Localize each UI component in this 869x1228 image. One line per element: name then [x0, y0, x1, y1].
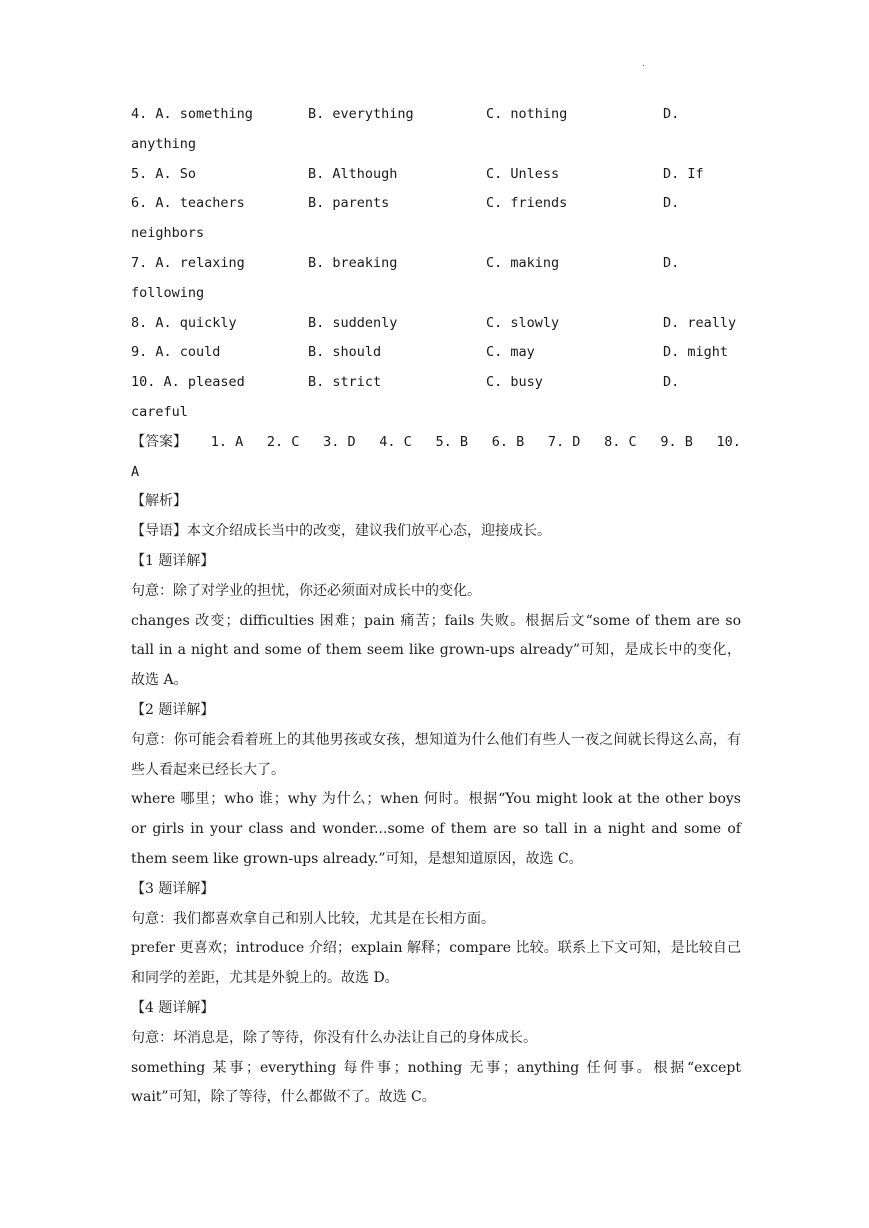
option-row	[131, 309, 741, 339]
option-c: C. friends	[486, 195, 568, 212]
option-d-wrap: neighbors	[131, 225, 205, 242]
answer-key	[131, 428, 741, 458]
option-d-wrap: careful	[131, 403, 188, 420]
option-c: C. may	[486, 344, 535, 361]
answer-item: 9. B	[660, 433, 693, 450]
option-a: 6. A. teachers	[131, 195, 245, 212]
option-row	[131, 249, 741, 279]
option-c: C. Unless	[486, 165, 560, 182]
q2-heading: 【2 题详解】	[131, 701, 215, 718]
option-c: C. slowly	[486, 314, 560, 331]
option-d: D.	[663, 254, 680, 271]
q1-meaning: 句意：除了对学业的担忧，你还必须面对成长中的变化。	[131, 582, 481, 599]
option-a: 7. A. relaxing	[131, 254, 245, 271]
q4-heading: 【4 题详解】	[131, 999, 215, 1016]
q4-explanation: something 某事；everything 每件事；nothing 无事；anything 任何事。根据“except wait”可知，除了等待，什么都做不了。故选 C。	[131, 1059, 741, 1106]
q1-explanation: changes 改变；difficulties 困难；pain 痛苦；fails 失败。根据后文“some of them are so tall in a night and some of them seem like grown-ups already”可知，是成长中的变化，故选 A。	[131, 612, 741, 689]
option-a: 9. A. could	[131, 344, 221, 361]
q3-explanation: prefer 更喜欢；introduce 介绍；explain 解释；compare 比较。联系上下文可知，是比较自己和同学的差距，尤其是外貌上的。故选 D。	[131, 940, 741, 987]
q4-meaning: 句意：坏消息是，除了等待，你没有什么办法让自己的身体成长。	[131, 1029, 537, 1046]
option-d: D.	[663, 106, 680, 122]
option-a: 5. A. So	[131, 165, 197, 182]
q1-heading: 【1 题详解】	[131, 552, 215, 569]
option-d-wrap: following	[131, 284, 205, 301]
option-c: C. busy	[486, 374, 543, 391]
q3-meaning: 句意：我们都喜欢拿自己和别人比较，尤其是在长相方面。	[131, 910, 495, 927]
option-b: B. Although	[308, 165, 398, 182]
intro-paragraph: 【导语】本文介绍成长当中的改变，建议我们放平心态，迎接成长。	[131, 523, 551, 540]
option-b: B. strict	[308, 374, 382, 391]
option-row	[131, 160, 741, 190]
answer-wrap: A	[131, 463, 140, 480]
answer-item: 1. A	[210, 433, 244, 450]
option-c: C. making	[486, 254, 560, 271]
answer-item: 5. B	[435, 433, 469, 450]
answer-item: 8. C	[604, 433, 637, 450]
header-mark: .	[642, 58, 646, 69]
option-d: D. really	[663, 314, 737, 331]
document-body	[131, 100, 741, 1113]
option-b: B. should	[308, 344, 382, 361]
option-b: B. breaking	[308, 254, 398, 271]
option-d: D.	[663, 374, 680, 391]
answer-item: 3. D	[323, 433, 356, 450]
answer-label: 【答案】	[131, 433, 187, 450]
q2-meaning: 句意：你可能会看着班上的其他男孩或女孩，想知道为什么他们有些人一夜之间就长得这么高，有些人看起来已经长大了。	[131, 731, 741, 778]
option-row	[131, 100, 741, 130]
option-b: B. suddenly	[308, 314, 398, 331]
option-row	[131, 189, 741, 219]
option-d: D.	[663, 195, 680, 212]
option-b: B. everything	[308, 106, 414, 122]
option-d: D. If	[663, 165, 704, 182]
option-a: 8. A. quickly	[131, 314, 237, 331]
option-d: D. might	[663, 344, 729, 361]
answer-item: 7. D	[547, 433, 581, 450]
options-list	[131, 100, 741, 428]
option-b: B. parents	[308, 195, 390, 212]
analysis-heading: 【解析】	[131, 493, 187, 510]
answer-item: 10.	[716, 433, 741, 450]
option-a: 4. A. something	[131, 106, 253, 122]
answer-item: 4. C	[379, 433, 412, 450]
option-d-wrap: anything	[131, 135, 197, 152]
answer-item: 6. B	[491, 433, 525, 450]
q2-explanation: where 哪里；who 谁；why 为什么；when 何时。根据“You might look at the other boys or girls in your class and wonder...some of them are so tall in a night and some of them seem like grown-ups already.”可知，是想知道原因，故选 C。	[131, 791, 741, 867]
option-row	[131, 338, 741, 368]
answer-item: 2. C	[266, 433, 300, 450]
option-a: 10. A. pleased	[131, 374, 245, 391]
q3-heading: 【3 题详解】	[131, 880, 215, 897]
option-row	[131, 368, 741, 398]
option-c: C. nothing	[486, 106, 568, 122]
